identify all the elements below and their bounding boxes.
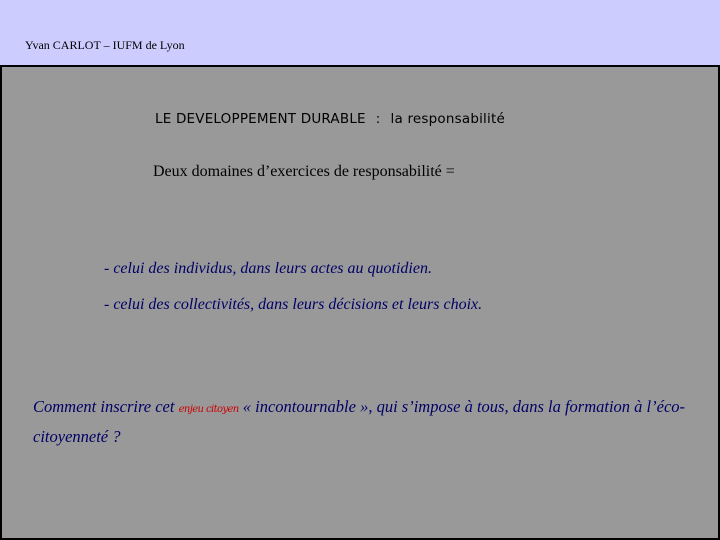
slide-title-main: LE DEVELOPPEMENT DURABLE (155, 111, 366, 127)
bullet-individuals: - celui des individus, dans leurs actes au quotidien. (104, 260, 432, 277)
question-after: « incontournable », qui s’impose à tous, dans la formation à l’éco-citoyenneté ? (33, 397, 686, 446)
slide-title-sub: la responsabilité (390, 111, 505, 127)
slide-title-separator: : (375, 111, 381, 127)
bullet-collectivities: - celui des collectivités, dans leurs décisions et leurs choix. (104, 296, 483, 313)
slide-subtitle: Deux domaines d’exercices de responsabilité = (153, 163, 455, 180)
closing-question (33, 393, 713, 450)
slide-panel (0, 65, 720, 540)
slide-title (155, 111, 505, 127)
question-before: Comment inscrire cet (33, 397, 179, 416)
header-band (0, 0, 720, 65)
question-highlight: enjeu citoyen (178, 404, 239, 415)
author-credit: Yvan CARLOT – IUFM de Lyon (25, 38, 185, 52)
